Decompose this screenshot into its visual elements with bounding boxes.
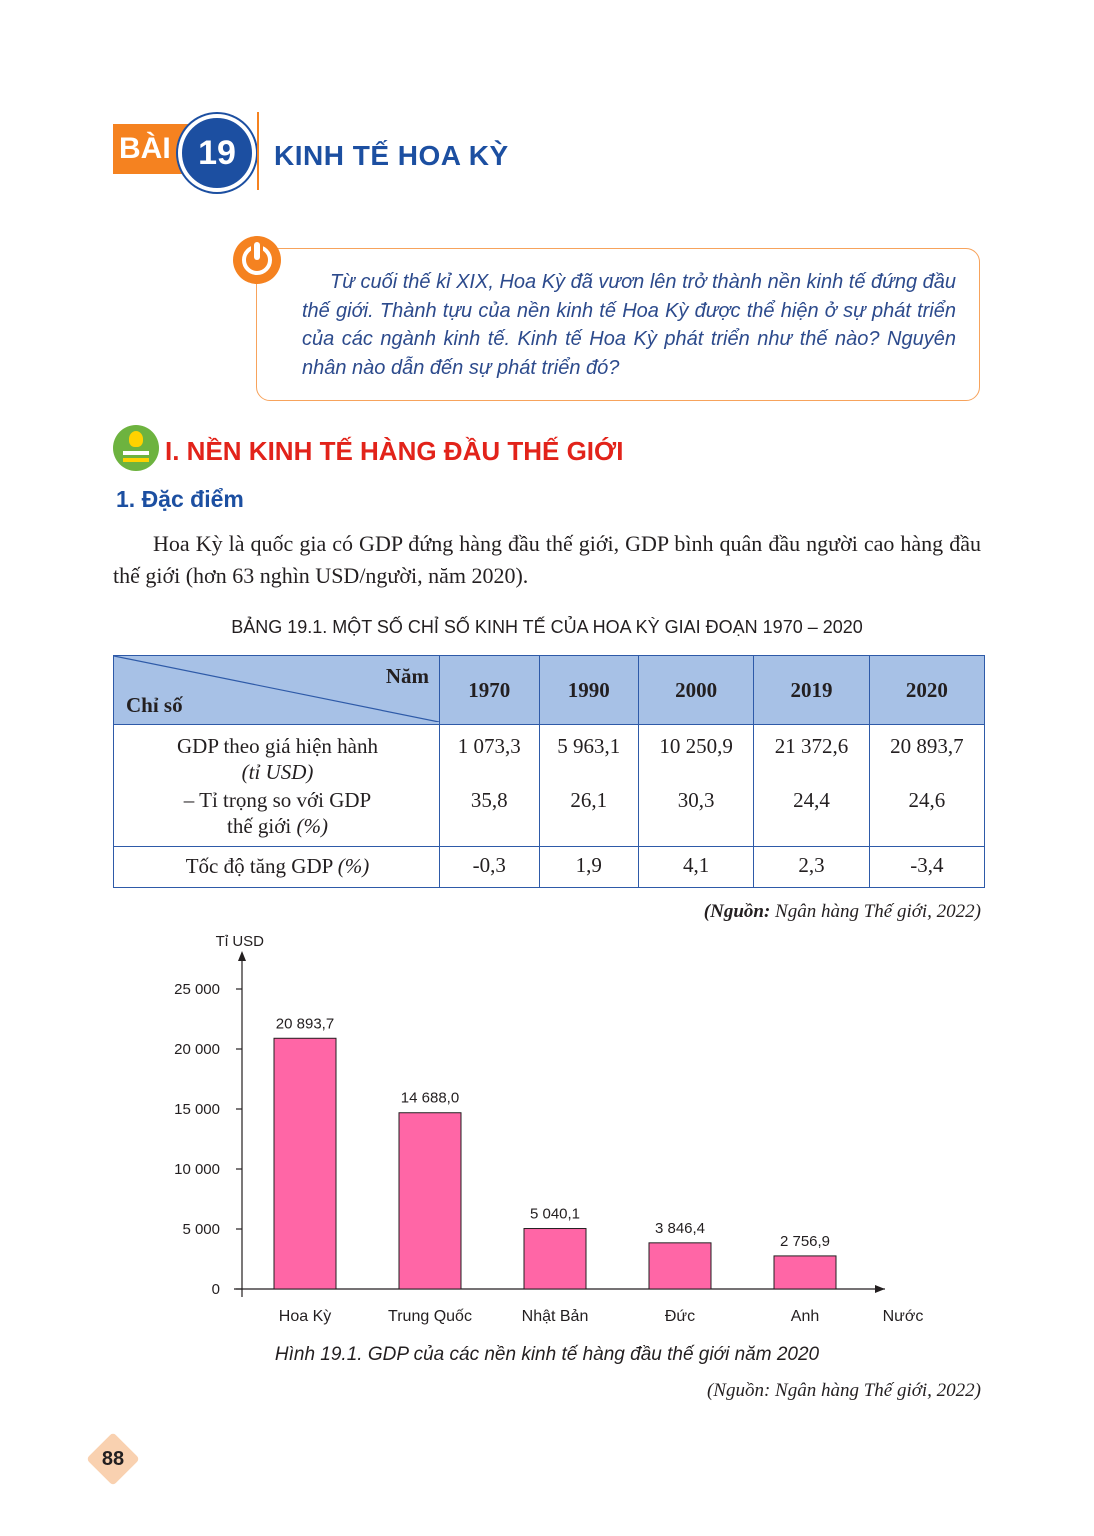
- y-axis-title: Tỉ USD: [215, 933, 264, 950]
- header-divider: [257, 112, 259, 190]
- intro-text: Từ cuối thế kỉ XIX, Hoa Kỳ đã vươn lên trở thành nền kinh tế đứng đầu thế giới. Thành tựu của nền kinh tế Hoa Kỳ được thể hiện ở sự phát triển của các ngành kinh tế. Kinh tế Hoa Kỳ phát triển như thế nào? Nguyên nhân nào dẫn đến sự phát triển đó?: [302, 271, 956, 379]
- x-tick-label: Trung Quốc: [388, 1308, 472, 1325]
- bar: [649, 1243, 711, 1289]
- table-cell: 5 963,1 26,1: [539, 725, 639, 847]
- subsection-title: 1. Đặc điểm: [116, 486, 244, 512]
- table-title: BẢNG 19.1. MỘT SỐ CHỈ SỐ KINH TẾ CỦA HOA KỲ GIAI ĐOẠN 1970 – 2020: [231, 617, 863, 637]
- row-label-growth: Tốc độ tăng GDP (%): [114, 847, 440, 888]
- section-title: I. NỀN KINH TẾ HÀNG ĐẦU THẾ GIỚI: [165, 436, 624, 466]
- data-label: 3 846,4: [654, 1219, 706, 1237]
- table-cell: 20 893,7 24,6: [869, 725, 984, 847]
- y-axis-arrow: [238, 951, 246, 961]
- x-axis-title: Nước: [882, 1308, 924, 1325]
- economic-indicators-table: [113, 655, 985, 888]
- y-tick-label: 0: [211, 1281, 220, 1298]
- figure-caption: Hình 19.1. GDP của các nền kinh tế hàng đầu thế giới năm 2020: [274, 1344, 820, 1365]
- year-header: 2019: [754, 656, 869, 725]
- y-tick-label: 15 000: [174, 1101, 220, 1118]
- table-cell: 4,1: [639, 847, 754, 888]
- body-paragraph: Hoa Kỳ là quốc gia có GDP đứng hàng đầu thế giới, GDP bình quân đầu người cao hàng đầu thế giới (hơn 63 nghìn USD/người, năm 2020).: [113, 531, 981, 588]
- corner-index-label: Chỉ số: [126, 693, 183, 717]
- bar: [274, 1038, 336, 1289]
- table-row: [114, 847, 985, 888]
- lightbulb-icon: [113, 425, 159, 471]
- gdp-bar-chart: [150, 925, 950, 1335]
- table-corner-cell: [114, 656, 440, 725]
- x-tick-label: Hoa Kỳ: [278, 1308, 332, 1325]
- bar: [774, 1256, 836, 1289]
- x-tick-label: Nhật Bản: [521, 1308, 589, 1325]
- data-label: 20 893,7: [275, 1015, 335, 1033]
- y-tick-label: 10 000: [174, 1161, 220, 1178]
- page-number: 88: [90, 1436, 136, 1482]
- year-header: 1970: [440, 656, 540, 725]
- row-label-gdp: GDP theo giá hiện hành (tỉ USD) – Tỉ trọng so với GDP thế giới (%): [114, 725, 440, 847]
- table-row: [114, 725, 985, 847]
- table-cell: 1,9: [539, 847, 639, 888]
- table-cell: 10 250,9 30,3: [639, 725, 754, 847]
- figure-source: (Nguồn: Ngân hàng Thế giới, 2022): [706, 1380, 981, 1401]
- x-tick-label: Đức: [664, 1308, 696, 1325]
- x-axis-arrow: [875, 1285, 885, 1293]
- data-label: 2 756,9: [779, 1232, 831, 1250]
- power-icon: [233, 236, 281, 284]
- lesson-number: 19: [178, 114, 256, 192]
- x-tick-label: Anh: [790, 1308, 820, 1325]
- table-cell: 2,3: [754, 847, 869, 888]
- y-tick-label: 25 000: [174, 981, 220, 998]
- bar: [399, 1113, 461, 1289]
- corner-year-label: Năm: [385, 664, 429, 688]
- year-header: 1990: [539, 656, 639, 725]
- data-label: 14 688,0: [400, 1089, 460, 1107]
- data-label: 5 040,1: [529, 1205, 581, 1223]
- y-tick-label: 5 000: [182, 1221, 220, 1238]
- table-cell: 1 073,3 35,8: [440, 725, 540, 847]
- y-tick-label: 20 000: [174, 1041, 220, 1058]
- table-source: (Nguồn: Ngân hàng Thế giới, 2022): [703, 901, 981, 922]
- table-cell: -0,3: [440, 847, 540, 888]
- year-header: 2020: [869, 656, 984, 725]
- year-header: 2000: [639, 656, 754, 725]
- bar: [524, 1229, 586, 1289]
- table-cell: 21 372,6 24,4: [754, 725, 869, 847]
- table-cell: -3,4: [869, 847, 984, 888]
- lesson-badge: BÀI: [113, 124, 197, 174]
- lesson-title: KINH TẾ HOA KỲ: [274, 140, 509, 171]
